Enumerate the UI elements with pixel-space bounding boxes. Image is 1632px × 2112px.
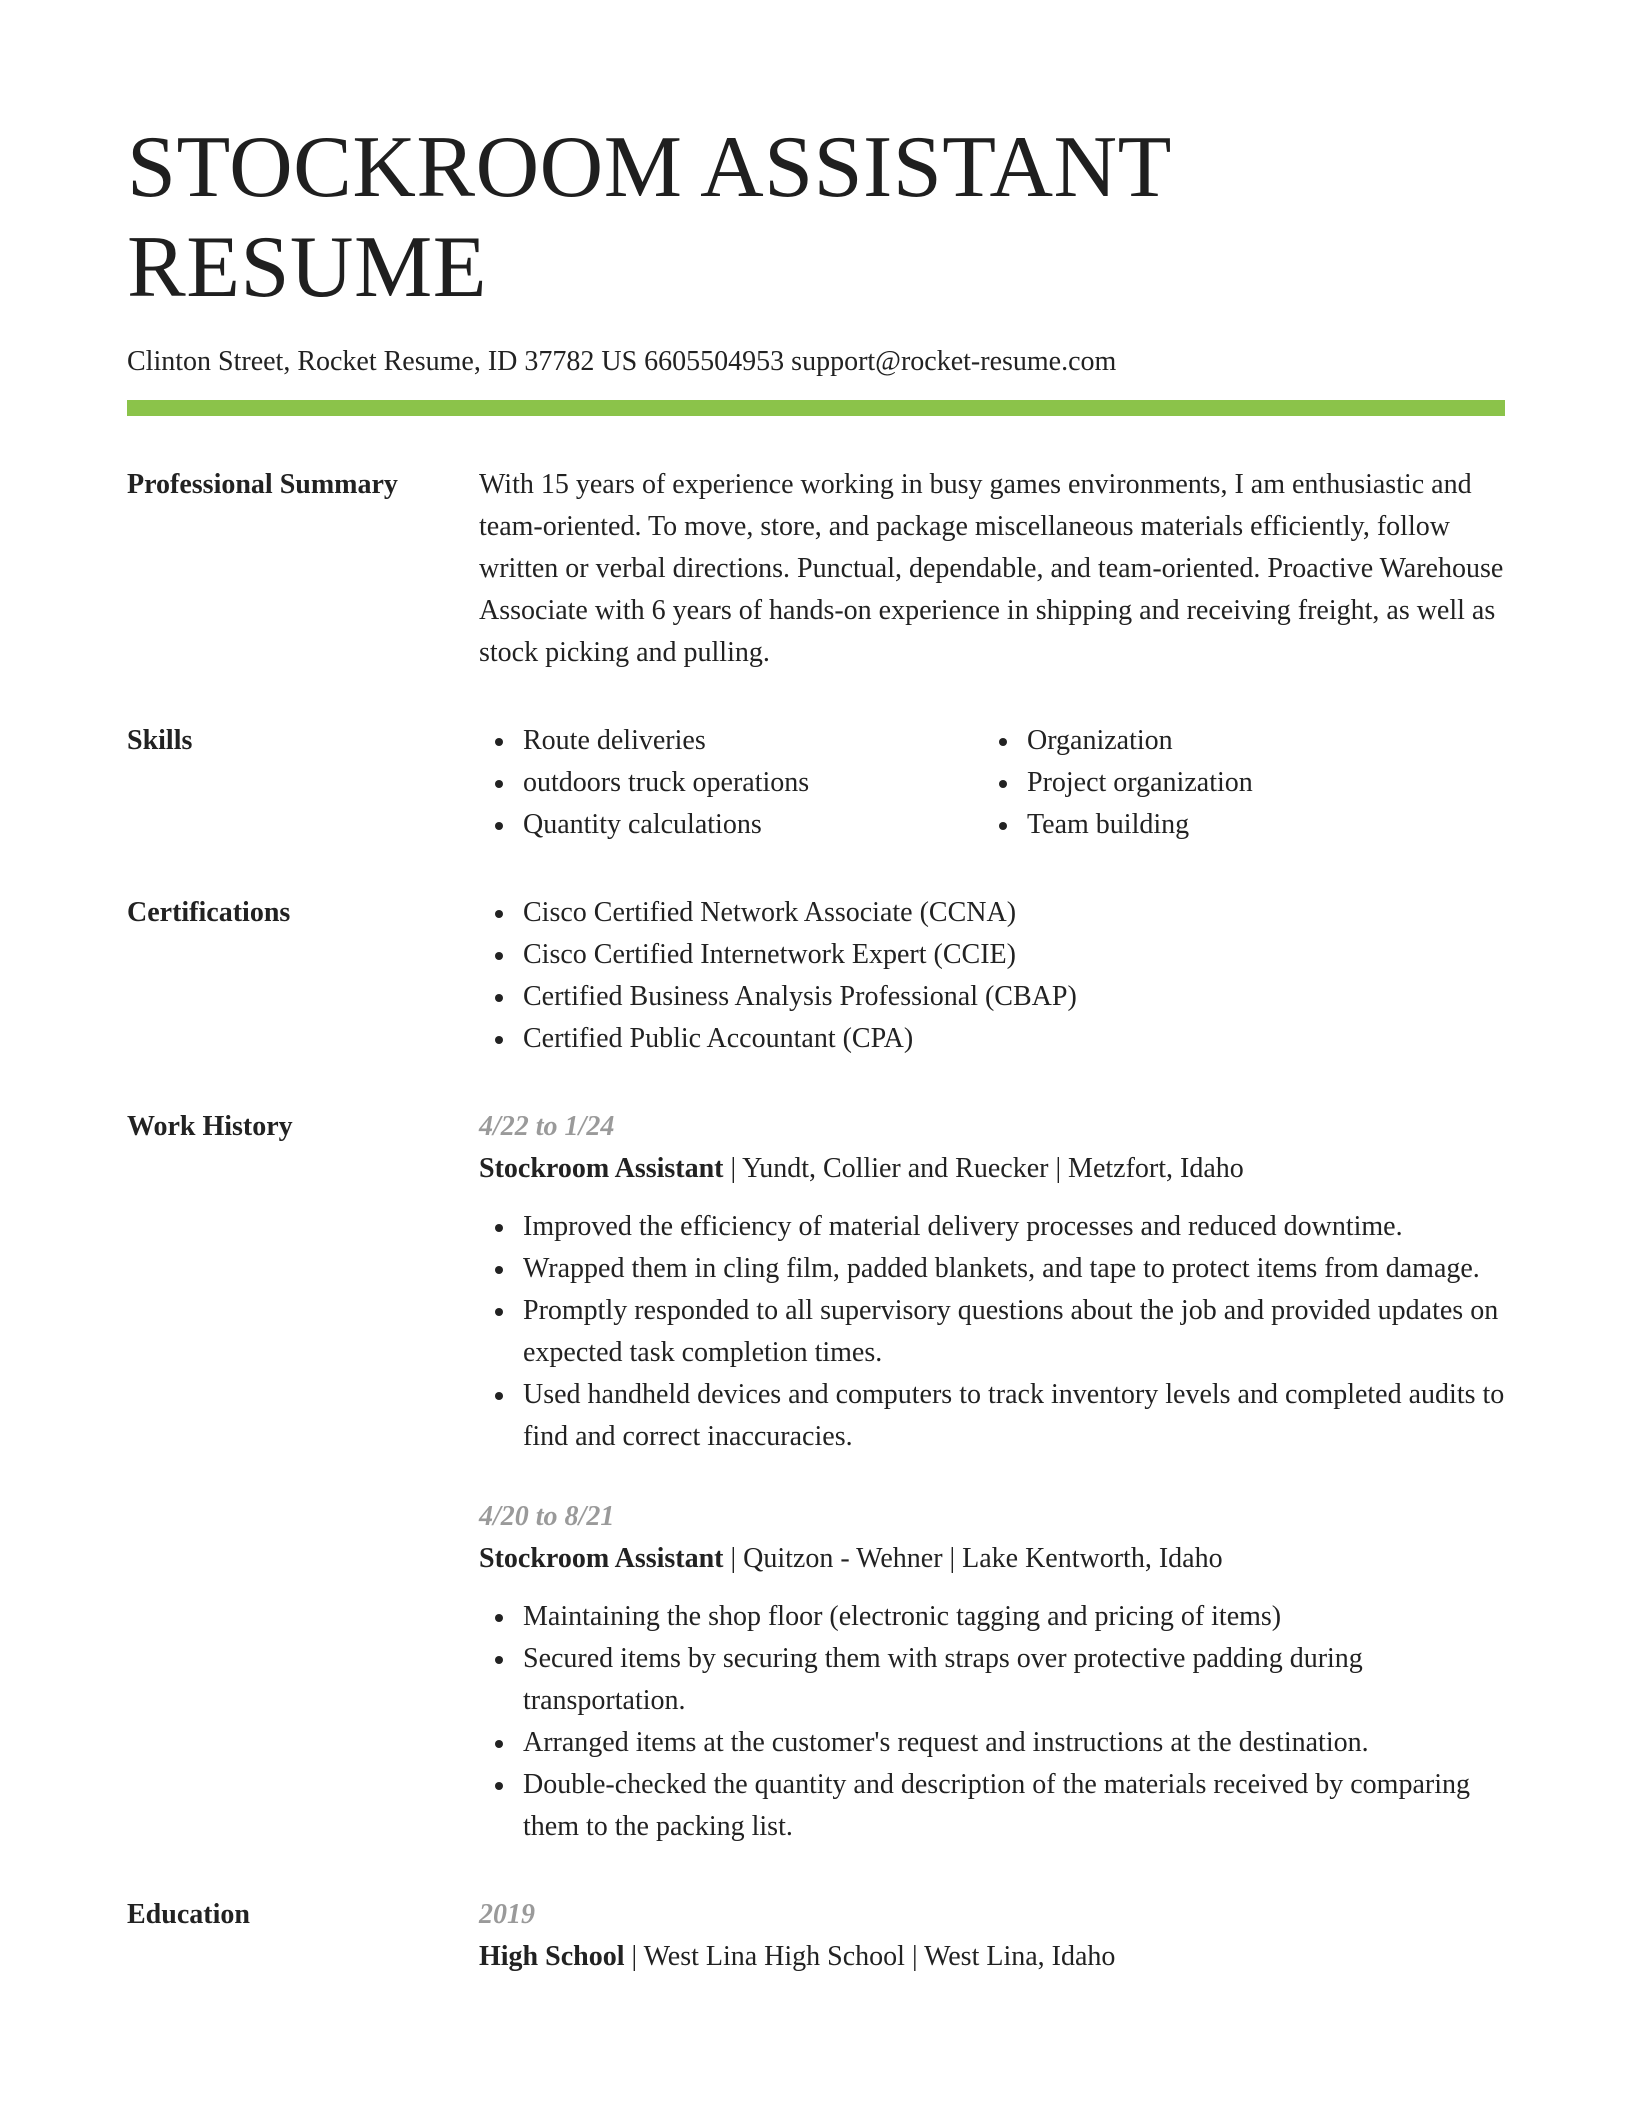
certification-item: Certified Public Accountant (CPA) — [523, 1018, 1505, 1060]
job-heading — [479, 1538, 1505, 1580]
job-bullet: Used handheld devices and computers to track inventory levels and completed audits to find and correct inaccuracies. — [523, 1374, 1505, 1458]
job-bullet: Double-checked the quantity and description of the materials received by comparing them to the packing list. — [523, 1764, 1505, 1848]
skill-item: Team building — [1027, 804, 1487, 846]
section-label-certifications: Certifications — [127, 897, 291, 928]
job-bullet: Promptly responded to all supervisory questions about the job and provided updates on expected task completion times. — [523, 1290, 1505, 1374]
job-employer-location: | Quitzon - Wehner | Lake Kentworth, Idaho — [723, 1543, 1223, 1574]
skill-item: Organization — [1027, 720, 1487, 762]
education-degree: High School — [479, 1941, 625, 1972]
job-bullet: Arranged items at the customer's request and instructions at the destination. — [523, 1722, 1505, 1764]
job-bullet: Improved the efficiency of material delivery processes and reduced downtime. — [523, 1206, 1505, 1248]
skill-item: Quantity calculations — [523, 804, 983, 846]
job-heading — [479, 1148, 1505, 1190]
job-title: Stockroom Assistant — [479, 1153, 724, 1184]
section-label-summary: Professional Summary — [127, 469, 398, 500]
skills-column-2 — [983, 720, 1487, 846]
summary-text: With 15 years of experience working in busy games environments, I am enthusiastic and team-oriented. To move, store, and package miscellaneous materials efficiently, follow written or verbal directions. Punctual, dependable, and team-oriented. Proactive Warehouse Associate with 6 years of hands-on experience in shipping and receiving freight, as well as stock picking and pulling. — [479, 469, 1504, 668]
job-bullet: Secured items by securing them with straps over protective padding during transportation. — [523, 1638, 1505, 1722]
section-label-work-history: Work History — [127, 1111, 293, 1142]
section-label-education: Education — [127, 1899, 250, 1930]
contact-line: Clinton Street, Rocket Resume, ID 37782 US 6605504953 support@rocket-resume.com — [127, 346, 1117, 377]
accent-divider — [127, 400, 1505, 416]
education-school-location: | West Lina High School | West Lina, Idaho — [624, 1941, 1116, 1972]
work-history-body — [479, 1106, 1505, 1848]
resume-title: STOCKROOM ASSISTANT RESUME — [127, 119, 1171, 316]
section-label-skills: Skills — [127, 725, 193, 756]
job-date: 4/22 to 1/24 — [479, 1111, 615, 1142]
work-history-section — [127, 1106, 1505, 1848]
summary-body — [479, 464, 1505, 674]
skills-section — [127, 720, 1505, 846]
skill-item: Project organization — [1027, 762, 1487, 804]
education-section — [127, 1894, 1505, 1978]
skill-item: Route deliveries — [523, 720, 983, 762]
summary-section — [127, 464, 1505, 674]
skill-item: outdoors truck operations — [523, 762, 983, 804]
job-bullet: Wrapped them in cling film, padded blankets, and tape to protect items from damage. — [523, 1248, 1505, 1290]
education-body — [479, 1894, 1505, 1978]
job-entry — [479, 1496, 1505, 1848]
job-date: 4/20 to 8/21 — [479, 1501, 615, 1532]
certification-item: Cisco Certified Internetwork Expert (CCIE) — [523, 934, 1505, 976]
job-entry — [479, 1106, 1505, 1458]
certifications-section — [127, 892, 1505, 1060]
education-heading — [479, 1936, 1505, 1978]
skills-grid — [479, 720, 1505, 846]
job-title: Stockroom Assistant — [479, 1543, 724, 1574]
certifications-body — [479, 892, 1505, 1060]
education-date: 2019 — [479, 1899, 535, 1930]
certification-item: Cisco Certified Network Associate (CCNA) — [523, 892, 1505, 934]
skills-column-1 — [479, 720, 983, 846]
job-bullet: Maintaining the shop floor (electronic tagging and pricing of items) — [523, 1596, 1505, 1638]
certification-item: Certified Business Analysis Professional (CBAP) — [523, 976, 1505, 1018]
job-employer-location: | Yundt, Collier and Ruecker | Metzfort, Idaho — [723, 1153, 1244, 1184]
